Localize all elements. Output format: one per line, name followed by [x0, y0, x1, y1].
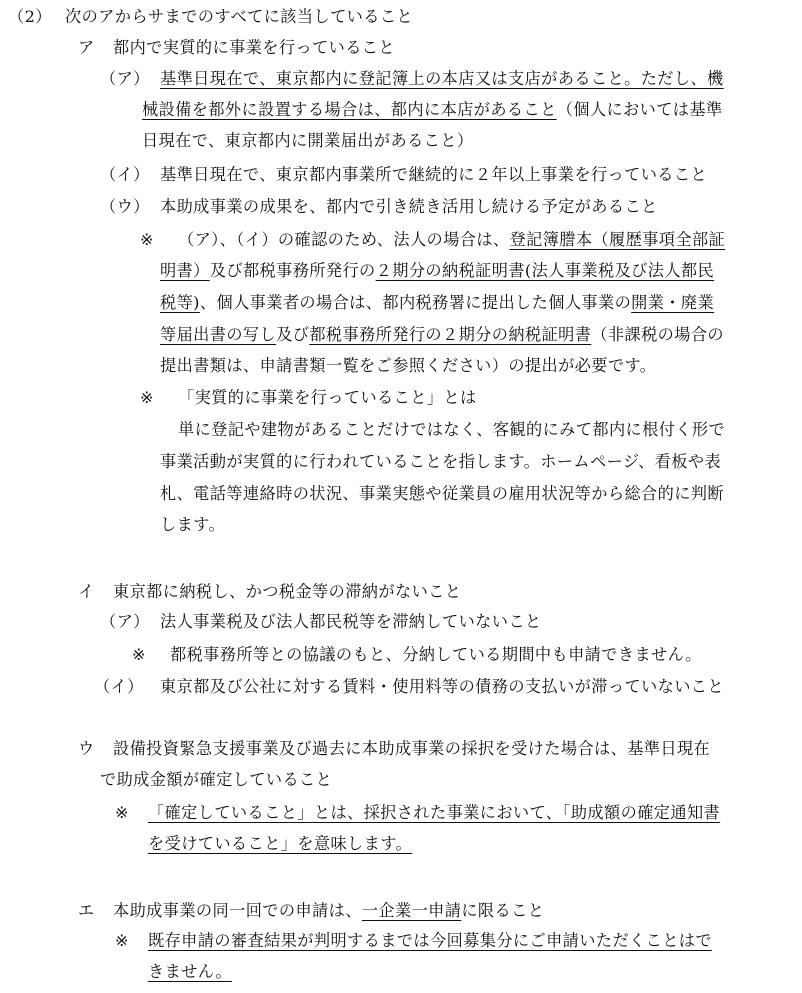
item-a-i-label: （イ） [100, 165, 150, 184]
note1-text-2-underlined-2: ２期分の納税証明書(法人事業税及び法人都民 [375, 261, 715, 280]
section-u-note-text-1: 「確定していること」とは、採択された事業において、「助成額の確定通知書 [148, 803, 721, 822]
note1-text-1-underlined: 登記簿謄本（履歴事項全部証 [509, 230, 726, 249]
section-e-note-mark: ※ [115, 931, 129, 950]
section-a-label: ア [78, 38, 95, 57]
item-a-a-text-2-underlined: 械設備を都外に設置する場合は、都内に本店があること [142, 100, 557, 119]
note1-mark: ※ [140, 230, 154, 249]
item-a-a-text-2-rest: （個人においては基準 [556, 100, 723, 119]
note2-mark: ※ [140, 388, 154, 407]
section-i-note-text: 都税事務所等との協議のもと、分納している期間中も申請できません。 [170, 645, 702, 664]
section-i-note-mark: ※ [132, 645, 146, 664]
item-a-a-label: （ア） [100, 69, 150, 88]
section-e-title-2: に限ること [461, 901, 545, 920]
section-u-note-text-2: を受けていること」を意味します。 [148, 834, 413, 853]
section-a-title: 都内で実質的に事業を行っていること [113, 38, 395, 57]
note2-text-1: 単に登記や建物があることだけではなく、客観的にみて都内に根付く形で [178, 420, 726, 439]
section-i-title: 東京都に納税し、かつ税金等の滞納がないこと [113, 582, 462, 601]
note1-text-3-underlined-1: 税等) [160, 293, 200, 312]
item-a-u-text: 本助成事業の成果を、都内で引き続き活用し続ける予定があること [160, 197, 658, 216]
note1-text-4-rest: （非課税の場合の [591, 325, 725, 344]
item-a-a-text-3: 日現在で、東京都内に開業届出があること） [142, 131, 474, 150]
note1-text-2-underlined-1: 明書） [160, 261, 210, 280]
note1-text-5: 提出書類は、申請書類一覧をご参照ください）の提出が必要です。 [160, 356, 657, 375]
item-a-u-label: （ウ） [100, 197, 150, 216]
item-i-i-label: （イ） [94, 677, 144, 696]
item-i-i-text: 東京都及び公社に対する賃料・使用料等の債務の支払いが滞っていないこと [160, 677, 724, 696]
item-i-a-label: （ア） [100, 612, 150, 631]
section-u-note-mark: ※ [115, 803, 129, 822]
note1-text-2: 及び都税事務所発行の [209, 261, 376, 280]
note1-text-4-underlined-1: 等届出書の写し [160, 325, 277, 344]
note2-title: 「実質的に事業を行っていること」とは [178, 388, 477, 407]
note2-text-3: 札、電話等連絡時の状況、事業実態や従業員の雇用状況等から総合的に判断 [160, 484, 724, 503]
section-e-title-1: 本助成事業の同一回での申請は、 [113, 901, 362, 920]
heading-text: 次のアからサまでのすべてに該当していること [65, 7, 414, 26]
section-u-label: ウ [78, 739, 95, 758]
section-u-text-2: で助成金額が確定していること [100, 770, 333, 789]
note1-text-4-underlined-2: 都税事務所発行の２期分の納税証明書 [309, 325, 592, 344]
section-e-note-text-1: 既存申請の審査結果が判明するまでは今回募集分にご申請いただくことはで [148, 931, 712, 950]
note2-text-4: します。 [160, 515, 226, 534]
item-i-a-text: 法人事業税及び法人都民税等を滞納していないこと [160, 612, 542, 631]
section-e-title-underlined: 一企業一申請 [361, 901, 462, 920]
note1-text-1: （ア）、（イ）の確認のため、法人の場合は、 [178, 230, 510, 249]
section-u-text-1: 設備投資緊急支援事業及び過去に本助成事業の採択を受けた場合は、基準日現在 [113, 739, 711, 758]
note1-text-3-underlined-2: 開業・廃業 [631, 293, 715, 312]
note1-text-4: 及び [276, 325, 310, 344]
note1-text-3: 、個人事業者の場合は、都内税務署に提出した個人事業の [199, 293, 632, 312]
item-a-i-text: 基準日現在で、東京都内事業所で継続的に２年以上事業を行っていること [160, 165, 708, 184]
section-e-note-text-2: きません。 [148, 962, 232, 981]
section-i-label: イ [78, 582, 95, 601]
note2-text-2: 事業活動が実質的に行われていることを指します。ホームページ、看板や表 [160, 452, 722, 471]
section-e-label: エ [78, 901, 95, 920]
item-a-a-text-1: 基準日現在で、東京都内に登記簿上の本店又は支店があること。ただし、機 [160, 69, 724, 88]
heading-number: （2） [8, 7, 52, 26]
